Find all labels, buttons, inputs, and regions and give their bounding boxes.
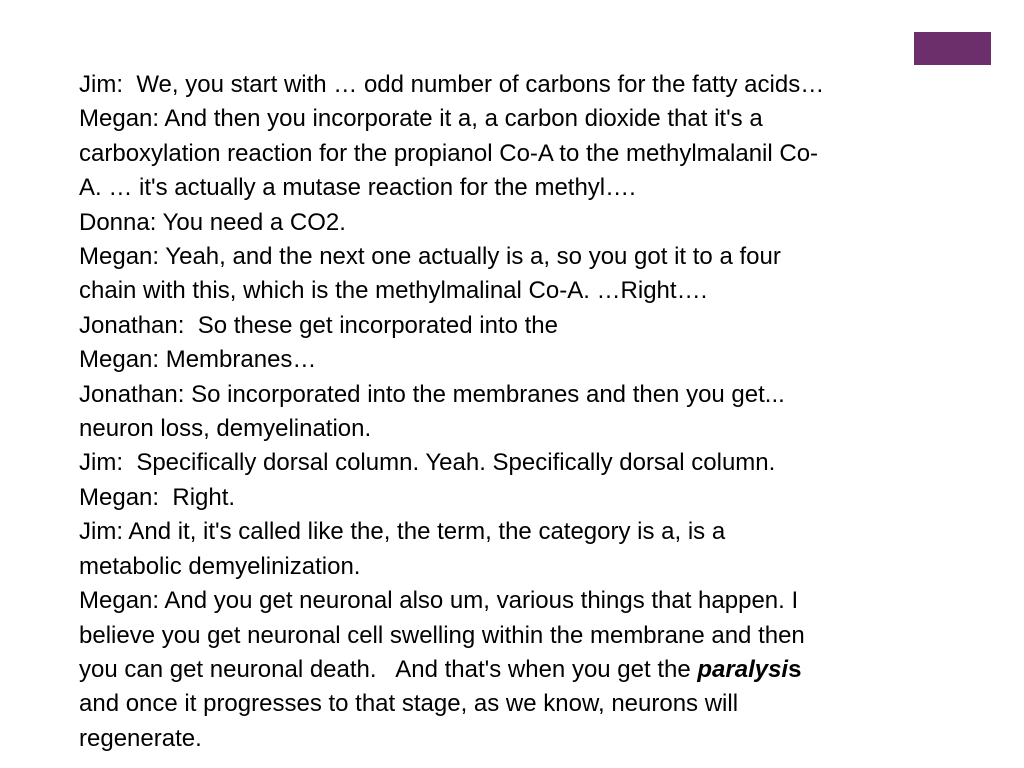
transcript-line: neuron loss, demyelination. bbox=[79, 415, 372, 443]
transcript-line: regenerate. bbox=[79, 724, 202, 752]
transcript-line: Jim: We, you start with … odd number of carbons for the fatty acids… bbox=[79, 71, 825, 98]
transcript-line: metabolic demyelinization. bbox=[79, 552, 361, 580]
transcript-line-mixed bbox=[79, 653, 979, 687]
transcript-line: Jonathan: So these get incorporated into the bbox=[79, 311, 559, 339]
emphasized-word-tail: s bbox=[788, 655, 802, 683]
transcript-line: chain with this, which is the methylmalinal Co-A. …Right…. bbox=[79, 277, 708, 305]
transcript-line: Megan: Membranes… bbox=[79, 346, 317, 374]
transcript-line: believe you get neuronal cell swelling within the membrane and then bbox=[79, 621, 805, 649]
transcript-line: Megan: And then you incorporate it a, a carbon dioxide that it's a bbox=[79, 105, 763, 133]
transcript-line: Donna: You need a CO2. bbox=[79, 208, 346, 236]
emphasized-word: paralysi bbox=[697, 655, 789, 683]
transcript-line: Megan: Yeah, and the next one actually is a, so you got it to a four bbox=[79, 243, 781, 271]
transcript-line: A. … it's actually a mutase reaction for the methyl…. bbox=[79, 174, 636, 202]
transcript-line: Jim: Specifically dorsal column. Yeah. Specifically dorsal column. bbox=[79, 449, 776, 477]
transcript-line: Jim: And it, it's called like the, the term, the category is a, is a bbox=[79, 518, 726, 546]
transcript-text bbox=[79, 68, 979, 756]
transcript-line-prefix: you can get neuronal death. And that's when you get the bbox=[79, 655, 698, 683]
transcript-line: carboxylation reaction for the propianol Co-A to the methylmalanil Co- bbox=[79, 139, 819, 167]
transcript-line: Megan: Right. bbox=[79, 483, 236, 511]
accent-block bbox=[914, 32, 991, 65]
transcript-line: and once it progresses to that stage, as we know, neurons will bbox=[79, 690, 739, 718]
transcript-line: Megan: And you get neuronal also um, various things that happen. I bbox=[79, 587, 799, 615]
transcript-line: Jonathan: So incorporated into the membranes and then you get... bbox=[79, 380, 785, 408]
